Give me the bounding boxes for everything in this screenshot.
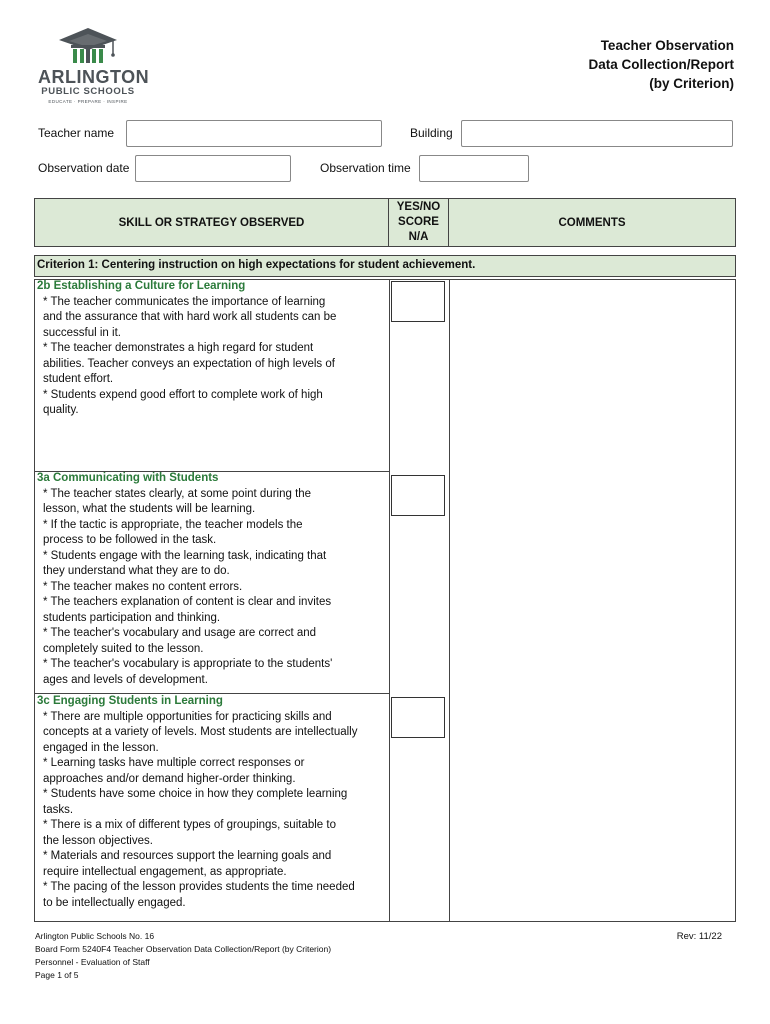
title-line1: Teacher Observation [600, 38, 734, 53]
observation-time-label: Observation time [320, 161, 411, 175]
teacher-name-label: Teacher name [38, 126, 115, 140]
footer-page: Page 1 of 5 [35, 970, 79, 980]
grid-divider-score [449, 280, 450, 921]
section-text: * The teacher states clearly, at some point during the lesson, what the students will be learning. * If the tactic is appropriate, the teacher models the process to be followed in the task. * Students engage with the learning task, indicating that they understand what they are to do. * The teacher makes no content errors. * The teachers explanation of content is clear and invites students participation and thinking. * The teacher's vocabulary and usage are correct and completely suited to the lesson. * The teacher's vocabulary is appropriate to the students' ages and levels of development. [43, 487, 333, 686]
grid-divider-skill [389, 280, 390, 921]
revision-label: Rev: 11/22 [676, 931, 722, 942]
observation-date-field[interactable] [135, 155, 291, 182]
title-line2: Data Collection/Report [588, 57, 734, 72]
logo-tagline: EDUCATE · PREPARE · INSPIRE [48, 99, 128, 104]
section-3c [37, 694, 389, 911]
section-title: 3c Engaging Students in Learning [37, 695, 223, 707]
header-score [388, 198, 449, 247]
section-text: * The teacher communicates the importance of learning and the assurance that with hard work all students can be successful in it. * The teacher demonstrates a high regard for student abilities. Teacher conveys an expectation of high levels of student effort. * Students expend good effort to complete work of high quality. [43, 295, 337, 416]
observation-time-field[interactable] [419, 155, 529, 182]
header-skill-text: SKILL OR STRATEGY OBSERVED [118, 216, 305, 229]
section-title: 3a Communicating with Students [37, 472, 219, 484]
footer-line1: Arlington Public Schools No. 16 [35, 931, 155, 941]
score-box-2b[interactable] [391, 281, 445, 322]
logo-name-line1: ARLINGTON [38, 67, 150, 87]
footer [35, 930, 331, 982]
teacher-name-field[interactable] [126, 120, 382, 147]
header-score-line3: N/A [408, 231, 429, 243]
observation-date-label: Observation date [38, 161, 130, 175]
header-score-line1: YES/NO [396, 201, 441, 213]
section-title: 2b Establishing a Culture for Learning [37, 280, 246, 292]
section-text: * There are multiple opportunities for practicing skills and concepts at a variety of levels. Most students are intellectually engaged in the lesson. * Learning tasks have multiple correct responses or approaches and/or demand higher-order thinking. * Students have some choice in how they complete learning tasks. * There is a mix of different types of groupings, suitable to the lesson objectives. * Materials and resources support the learning goals and require intellectual engagement, as appropriate. * The pacing of the lesson provides students the time needed to be intellectually engaged. [43, 710, 358, 909]
footer-line2: Board Form 5240F4 Teacher Observation Data Collection/Report (by Criterion) [35, 944, 332, 954]
building-field[interactable] [461, 120, 733, 147]
score-box-3c[interactable] [391, 697, 445, 738]
header-comments-text: COMMENTS [558, 216, 626, 229]
header-score-line2: SCORE [398, 216, 439, 228]
section-3a [37, 471, 389, 688]
criterion-row: Criterion 1: Centering instruction on high expectations for student achievement. [34, 255, 736, 277]
title-line3: (by Criterion) [649, 76, 734, 91]
header-skill [34, 198, 389, 247]
header-comments [448, 198, 736, 247]
school-logo [38, 26, 150, 106]
score-box-3a[interactable] [391, 475, 445, 516]
graduation-cap-building-icon [57, 26, 119, 66]
footer-line3: Personnel - Evaluation of Staff [35, 957, 150, 967]
document-title [588, 36, 734, 93]
logo-name-line2: PUBLIC SCHOOLS [41, 86, 135, 97]
building-label: Building [410, 126, 453, 140]
section-2b [37, 279, 389, 419]
